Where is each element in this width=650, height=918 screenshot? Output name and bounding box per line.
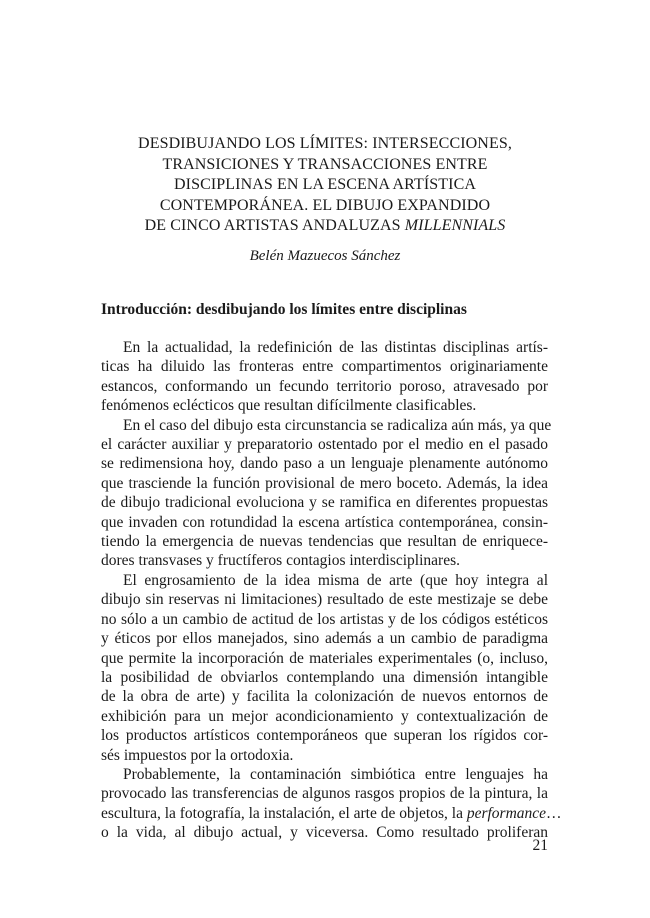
paragraph (101, 416, 552, 571)
chapter-title-line (100, 216, 550, 237)
text-line: estancos, conformando un fecundo territorio poroso, atravesado por (101, 377, 548, 395)
text-line: provocado las transferencias de algunos rasgos propios de la pintura, la (101, 785, 548, 803)
chapter-title-italic-word: MILLENNIALS (404, 217, 506, 234)
text-line: fenómenos eclécticos que resultan difícilmente clasificables. (101, 397, 477, 415)
chapter-title-line: TRANSICIONES Y TRANSACCIONES ENTRE (162, 155, 488, 173)
text-line: exhibición para un mejor acondicionamiento y contextualización de (101, 707, 548, 725)
chapter-title-line: DISCIPLINAS EN LA ESCENA ARTÍSTICA (173, 176, 477, 193)
paragraph (101, 571, 548, 765)
text-line: que permite la incorporación de materiales experimentales (o, incluso, (101, 649, 548, 667)
text-line: no sólo a un cambio de actitud de los artistas y de los códigos estéticos (101, 610, 548, 628)
page-number: 21 (532, 837, 548, 854)
text-line: los productos artísticos contemporáneos que superan los rígidos cor- (101, 727, 548, 745)
text-line: En el caso del dibujo esta circunstancia se radicaliza aún más, ya que (123, 416, 552, 434)
text-line (101, 804, 562, 823)
text-line: la posibilidad de obviarlos contemplando una dimensión intangible (101, 668, 548, 686)
section-heading: Introducción: desdibujando los límites entre disciplinas (101, 301, 467, 318)
text-line: dibujo sin reservas ni limitaciones) resultado de este mestizaje se debe (101, 591, 548, 609)
text-line: En la actualidad, la redefinición de las distintas disciplinas artís- (123, 339, 548, 356)
text-line: se redimensiona hoy, dando paso a un lenguaje plenamente autónomo (101, 455, 548, 473)
text-line: dores transvases y fructíferos contagios interdisciplinares. (101, 552, 460, 570)
text-line: el carácter auxiliar y preparatorio ostentado por el medio en el pasado (101, 436, 548, 454)
author-name: Belén Mazuecos Sánchez (249, 248, 401, 264)
text-line: Probablemente, la contaminación simbiótica entre lenguajes ha (123, 765, 548, 783)
text-line: o la vida, al dibujo actual, y viceversa. Como resultado proliferan (101, 824, 548, 842)
chapter-title-line-text: DE CINCO ARTISTAS ANDALUZAS (144, 217, 405, 234)
text-line-segment: … (546, 804, 562, 822)
body-text (101, 338, 562, 843)
paragraph (101, 338, 548, 416)
text-line: que invaden con rotundidad la escena artística contemporánea, consin- (101, 513, 548, 531)
text-line: que trasciende la función provisional de mero boceto. Además, la idea (101, 474, 548, 492)
chapter-title-line: DESDIBUJANDO LOS LÍMITES: INTERSECCIONES, (138, 135, 512, 152)
text-line: sés impuestos por la ortodoxia. (101, 746, 294, 764)
text-line: ticas ha diluido las fronteras entre compartimentos originariamente (101, 358, 548, 376)
text-line: y éticos por ellos manejados, sino además a un cambio de paradigma (101, 630, 548, 648)
paragraph (101, 765, 562, 843)
text-line-segment: escultura, la fotografía, la instalación, el arte de objetos, la (101, 804, 467, 822)
text-line: El engrosamiento de la idea misma de arte (que hoy integra al (123, 571, 548, 589)
italic-term: performance (466, 804, 547, 822)
text-line: de dibujo tradicional evoluciona y se ramifica en diferentes propuestas (101, 494, 548, 512)
text-line: tiendo la emergencia de nuevas tendencias que resultan de enriquece- (101, 533, 548, 551)
chapter-title-line: CONTEMPORÁNEA. EL DIBUJO EXPANDIDO (159, 196, 491, 214)
chapter-title (100, 134, 550, 237)
text-line: de la obra de arte) y facilita la colonización de nuevos entornos de (101, 688, 548, 706)
